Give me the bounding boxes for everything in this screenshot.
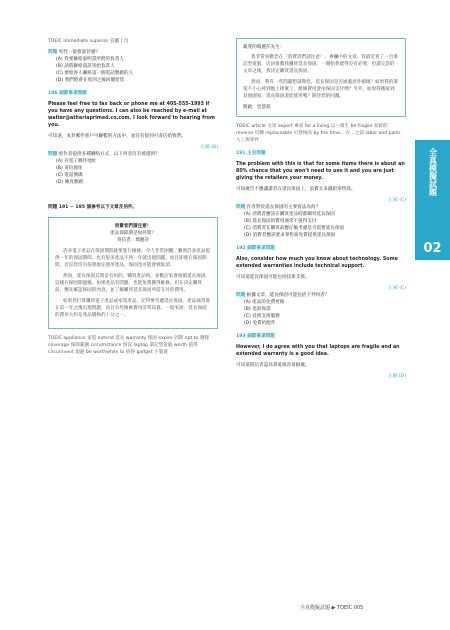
option: (A) 有電子郵件地址 <box>56 159 97 164</box>
option: (A) 我要聯絡說明書所附的負責人 <box>56 57 124 62</box>
section-heading: 193 細節事項問題 <box>236 334 275 339</box>
chapter-tab-number: 02 <box>423 241 442 256</box>
option: (B) 延長保固的費用通常不值得支付 <box>244 219 317 224</box>
chinese-explanation: 可知道延長保固可能包括技術支援。 <box>236 275 310 280</box>
option: (C) 要給客人聯絡第一個電話號碼的人 <box>56 71 134 76</box>
article-paragraph: 許多電子產品在保固期間就要進行維修，令人非常困擾。雖然許多產品提供一年的保固期間，也有很多產品不到一年就出現問題。而且即使在保固期間，若是您沒有依照規定使用產品，保固也可能會被取消。 <box>55 249 211 268</box>
option: (C) 技術支援服務 <box>244 314 280 319</box>
answer-label: 正解 (D) <box>388 374 406 379</box>
section-heading: 191 主旨問題 <box>236 151 266 156</box>
chinese-explanation: 可知道寫信者認為筆電很容易損壞。 <box>236 363 310 368</box>
answer-label: 正解 (B) <box>200 145 218 150</box>
article-paragraph: 如果您打算購買電子產品或家電產品，記得要考慮延長保固。產品通常會在第一年之後出現問題，而且有些維修費用非常昂貴。一般來說，延長保固的費用大約是產品價格的十分之一。 <box>55 299 211 318</box>
option: (D) 消費者應該要求零售商免費提供延長保固 <box>244 233 336 238</box>
question-block <box>236 292 406 327</box>
vocab-note: TOEIC appliance 家電 extend 延長 warranty 保固 expire 到期 opt to 選擇 coverage 保障範圍 circumstance 情況 laptop 筆記型電腦 worth 值得 circumvent 規避 be worthwhile to 值得 gadget 小裝置 <box>48 336 210 355</box>
option: (C) 電話號碼 <box>56 173 83 178</box>
question-stem: 根據文章，延長保固可能包括下列何者？ <box>246 293 330 298</box>
option: (B) 退款保證 <box>244 307 271 312</box>
english-passage: The problem with this is that for some items there is about an 80% chance that you won't need to use it and you are just giving the retailers your money. <box>236 162 405 181</box>
question-block <box>48 151 218 186</box>
option: (A) 消費者應該在購買產品時都購買延長保固 <box>244 212 335 217</box>
passage-intro: 問題 191 ~ 195 請參考以下文章及信件。 <box>48 205 138 210</box>
question-tag: 問題 <box>236 293 246 298</box>
letter-paragraph: 我非常喜歡您在「消費者們請注意！」專欄中的文章。我最近買了一台筆記型電腦，店員推薦我購買延長保固。一開始我覺得沒有必要，但讀完您的文章之後，我決定購買延長保固。 <box>243 55 399 74</box>
english-passage: However, I do agree with you that laptops are fragile and an extended warranty is a good idea. <box>236 345 400 357</box>
question-block <box>236 204 406 239</box>
vocab-note: TOEIC article 文章 expert 專家 for a living 以～維生 be fragile 易碎的 reverse 反轉 replaceable 可替換的 by the time... 在...之前 labor and parts 人工與零件 <box>236 124 401 143</box>
letter-signature: 敬啟，亞瑟茲 <box>243 105 271 110</box>
article-paragraph: 然而，延長保固其實是有用的。購買產品時，多數店家會推銷延長保固，這樣在保固期過後，如果產品有問題，也能免費獲得維修。但在決定購買前，應先確認保固的內容，並了解購買延長保固所需支付的費用。 <box>55 274 211 293</box>
article-title: 消費者們請注意！ <box>114 224 152 229</box>
left-column <box>48 38 218 360</box>
option: (A) 產品的免費更換 <box>244 300 285 305</box>
question-block <box>48 49 218 84</box>
vocab-note: TOEIC immediate superior 直屬上司 <box>48 39 129 44</box>
english-passage: Also, consider how much you know about technology. Some extended warranties include technical support. <box>236 257 398 269</box>
option: (D) 我們將會在收到之後回覆給您 <box>56 78 125 83</box>
chapter-tab-label: 全真模擬試題 <box>428 148 438 196</box>
option: (B) 寄信地址 <box>56 166 83 171</box>
answer-label: 正解 (C) <box>388 198 406 203</box>
question-stem: 原作者提供多種聯絡方式，以下何者沒有被提到？ <box>58 152 160 157</box>
chapter-side-tab <box>415 140 450 260</box>
option: (B) 請將聯絡資訊寄給負責人 <box>56 64 115 69</box>
chinese-explanation: 可知道，本封郵件客戶可聯繫的方法中，並沒有提到可寄信給我們。 <box>48 134 186 139</box>
page-footer: 全真模擬試題 ▶ TOEIC 005 <box>300 605 364 611</box>
right-column <box>236 38 406 380</box>
question-stem: 男性一般會說甚麼？ <box>58 50 101 55</box>
question-tag: 問題 <box>48 50 58 55</box>
english-passage: Please feel free to fax back or phone me at 405-555-1993 if you have any questions. I can also be reached by e-mail at walter@atheriaprimed.co.com. I look forward to hearing from you. <box>48 102 215 128</box>
letter-paragraph: 然而，我有一些問題想請教您。延長保固是否涵蓋意外損壞？如果我的筆電不小心掉到地上摔壞了，維修費用會由保固支付嗎？另外，如果我搬家到其他國家，延長保固還能使用嗎？期待您的回覆。 <box>243 80 399 99</box>
question-stem: 作者對於延長保固的主要看法為何？ <box>246 205 321 210</box>
question-tag: 問題 <box>236 205 246 210</box>
question-tag: 問題 <box>48 152 58 157</box>
letter-box <box>236 38 406 117</box>
section-heading: 192 細節事項問題 <box>236 246 275 251</box>
chinese-explanation: 可知廣告不應讓讀者在延長保固上，浪費太多錢給零售商。 <box>236 187 356 192</box>
answer-label: 正解 (C) <box>388 286 406 291</box>
option: (D) 免費的配件 <box>244 321 276 326</box>
section-heading: 186 細節事項問題 <box>48 91 87 96</box>
article-box <box>48 217 218 329</box>
option: (D) 傳真號碼 <box>56 180 83 185</box>
option: (C) 消費者在購買前應仔細考慮是否需要延長保固 <box>244 226 345 231</box>
article-subtitle: 產品保障期是如何算？ <box>110 231 156 236</box>
letter-greeting: 親愛的瑪麗莎先生： <box>243 45 285 50</box>
article-byline: 寄信者：瑪麗莎 <box>116 238 150 243</box>
